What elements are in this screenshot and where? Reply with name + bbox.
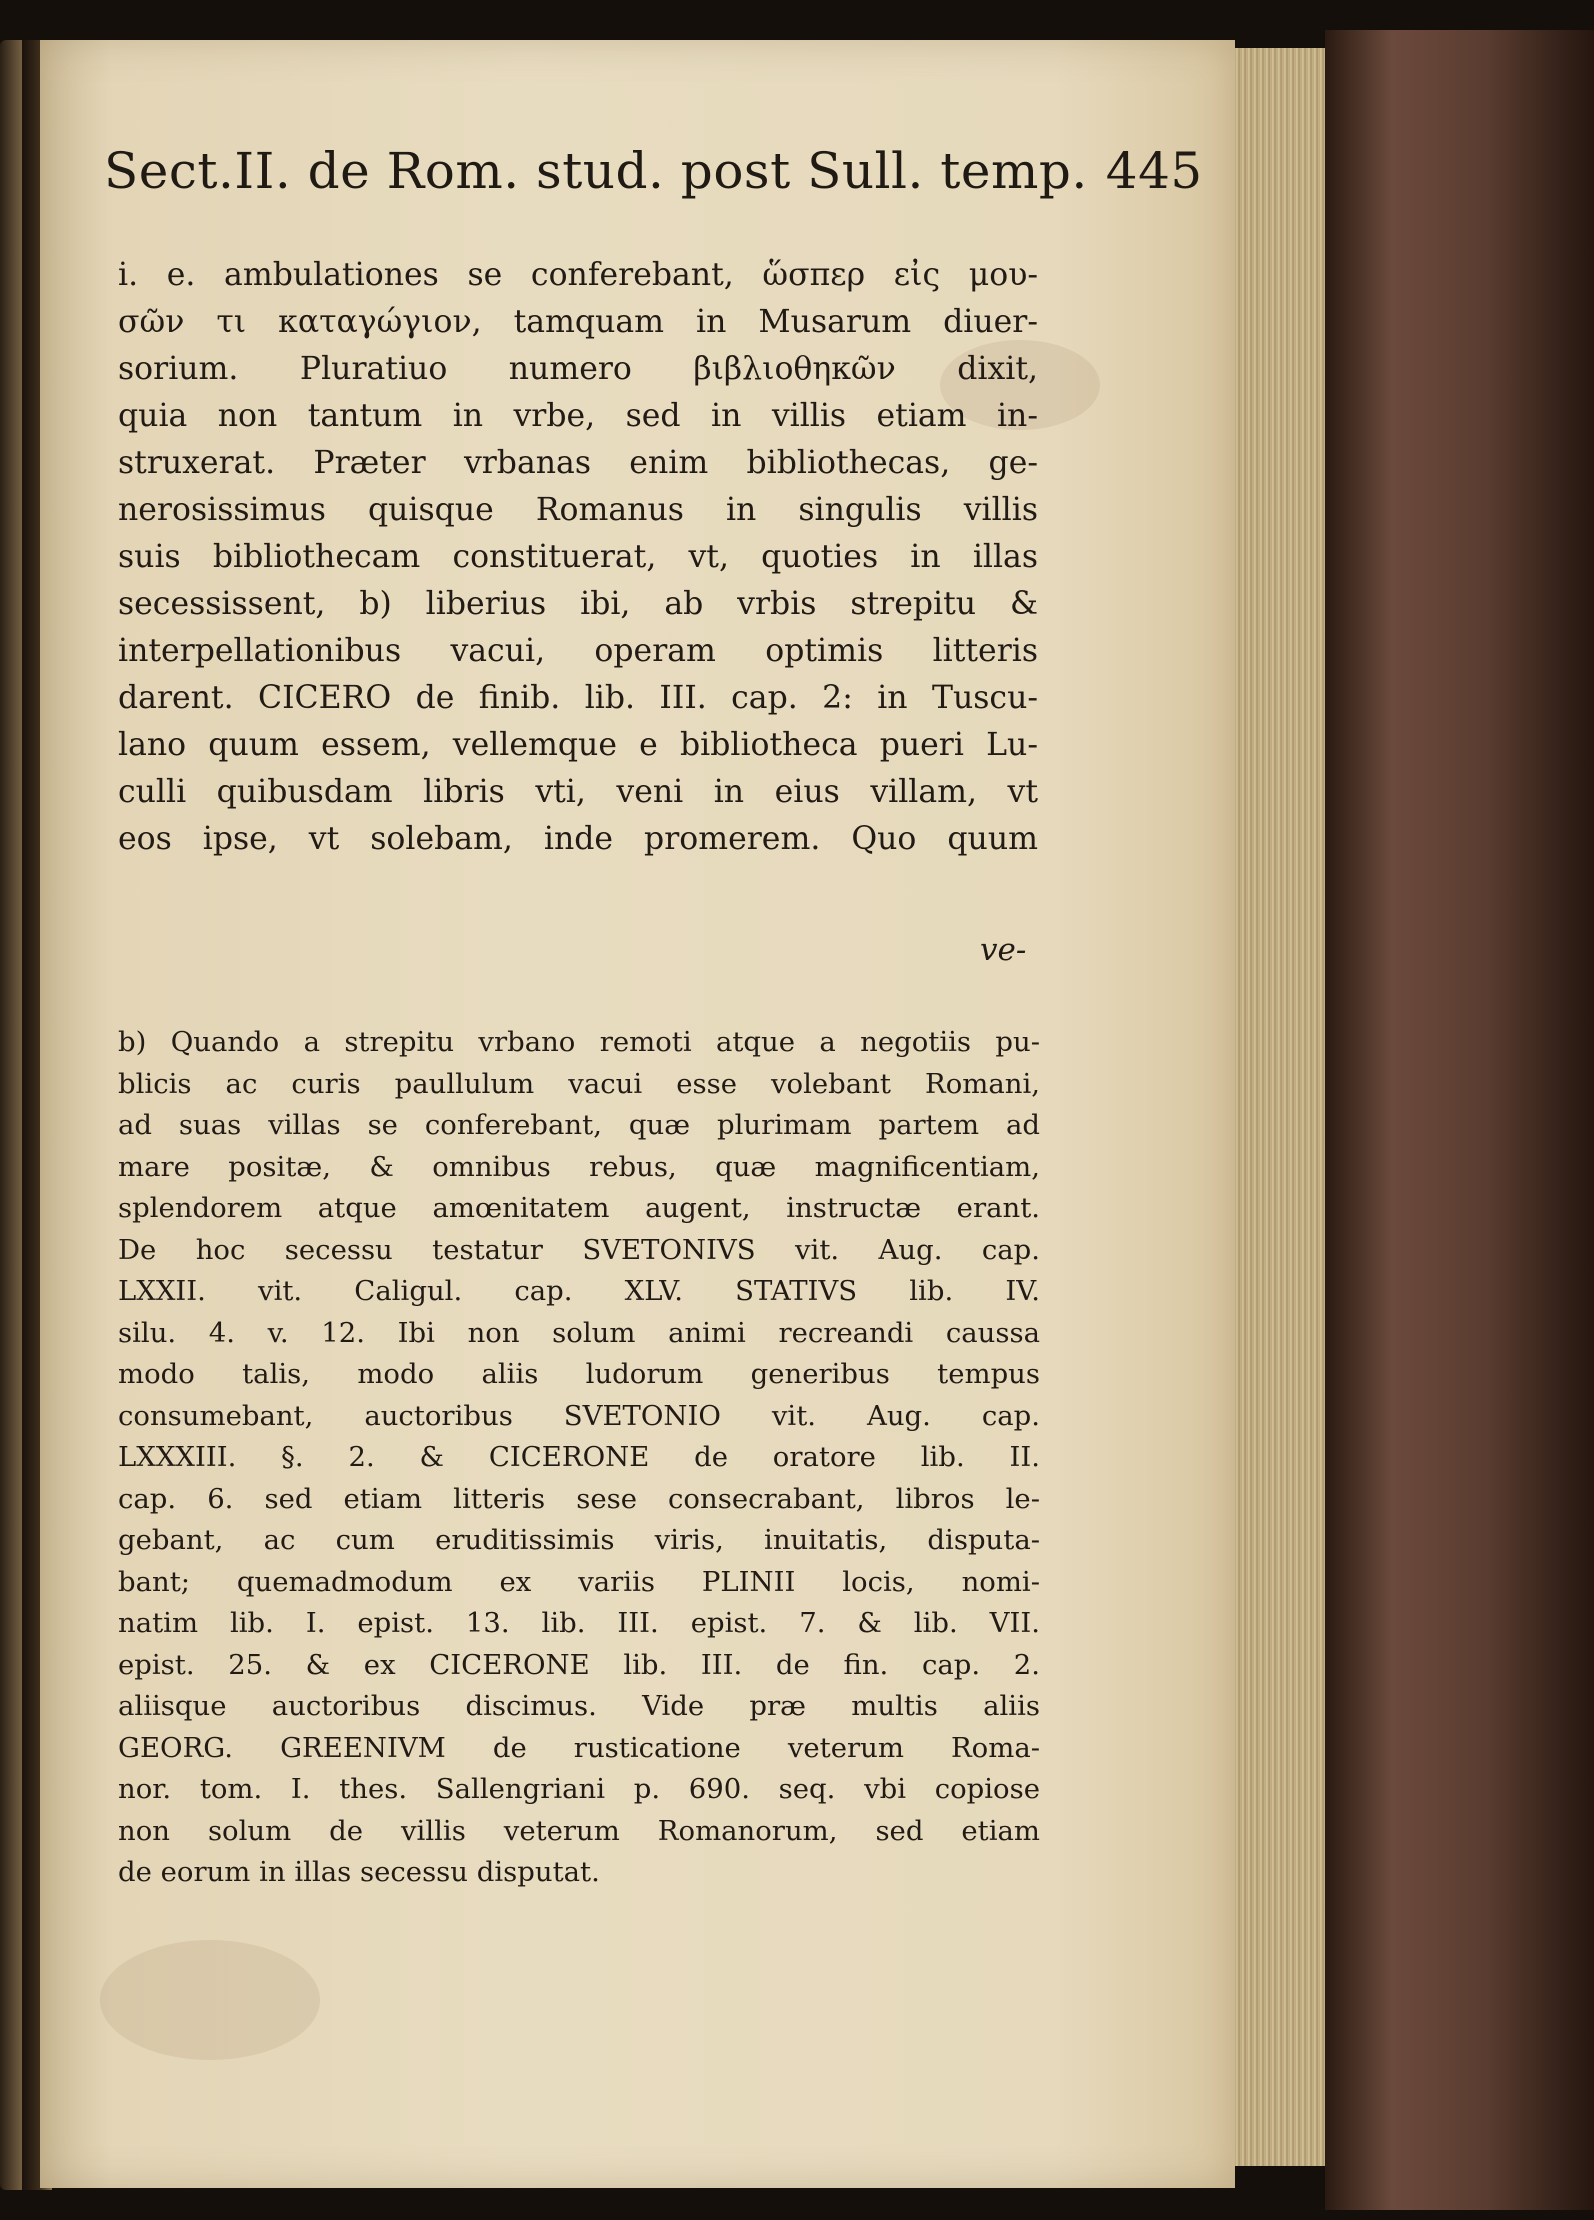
text-line: quia non tantum in vrbe, sed in villis etiam in- [118,398,1038,434]
text-line: nerosissimus quisque Romanus in singulis villis [118,492,1038,528]
text-line: i. e. ambulationes se conferebant, ὥσπερ εἰς μου- [118,257,1038,293]
footnote-line: ad suas villas se conferebant, quæ plurimam partem ad [118,1109,1040,1141]
footnote-line: LXXXIII. §. 2. & CICERONE de oratore lib. II. [118,1441,1040,1473]
footnote-line: cap. 6. sed etiam litteris sese consecrabant, libros le- [118,1482,1040,1515]
footnote-line: non solum de villis veterum Romanorum, sed etiam [118,1814,1040,1847]
book-cover [1325,30,1594,2210]
page-block-edges [1235,48,1325,2166]
text-line: sorium. Pluratiuo numero βιβλιοθηκῶν dixit, [118,351,1038,387]
footnote-line: aliisque auctoribus discimus. Vide præ multis aliis [118,1690,1040,1722]
main-text [118,252,1038,863]
text-line: struxerat. Præter vrbanas enim bibliothecas, ge- [118,445,1038,481]
paper-stain [100,1940,320,2060]
text-line: lano quum essem, vellemque e bibliotheca pueri Lu- [118,727,1038,763]
footnote-line: splendorem atque amœnitatem augent, instructæ erant. [118,1192,1040,1224]
text-line: culli quibusdam libris vti, veni in eius villam, vt [118,774,1038,810]
footnote-line: GEORG. GREENIVM de rusticatione veterum Roma- [118,1731,1040,1764]
text-line: σῶν τι καταγώγιον, tamquam in Musarum diuer- [118,304,1038,340]
running-head-title: Sect.II. de Rom. stud. post Sull. temp. [104,142,1088,200]
page-number: 445 [1105,142,1203,200]
footnote-line: blicis ac curis paullulum vacui esse volebant Romani, [118,1067,1040,1100]
text-line: secessissent, b) liberius ibi, ab vrbis strepitu & [118,586,1038,622]
footnote-line: silu. 4. v. 12. Ibi non solum animi recreandi caussa [118,1316,1040,1349]
footnote-line: De hoc secessu testatur SVETONIVS vit. Aug. cap. [118,1233,1040,1266]
text-line: suis bibliothecam constituerat, vt, quoties in illas [118,539,1038,575]
footnote-line: bant; quemadmodum ex variis PLINII locis, nomi- [118,1565,1040,1598]
footnote-line: de eorum in illas secessu disputat. [118,1856,600,1888]
footnote-line: epist. 25. & ex CICERONE lib. III. de fin. cap. 2. [118,1648,1040,1681]
text-line: eos ipse, vt solebam, inde promerem. Quo quum [118,821,1038,857]
text-line: interpellationibus vacui, operam optimis litteris [118,633,1038,669]
catchword: ve- [980,932,1027,968]
footnote-line: b) Quando a strepitu vrbano remoti atque a negotiis pu- [118,1026,1040,1058]
text-line: darent. CICERO de finib. lib. III. cap. 2: in Tuscu- [118,680,1038,716]
footnote-line: nor. tom. I. thes. Sallengriani p. 690. seq. vbi copiose [118,1773,1040,1805]
footnote [118,1022,1040,1894]
footnote-line: natim lib. I. epist. 13. lib. III. epist. 7. & lib. VII. [118,1607,1040,1639]
running-head [104,142,1203,200]
footnote-line: modo talis, modo aliis ludorum generibus tempus [118,1358,1040,1390]
footnote-line: consumebant, auctoribus SVETONIO vit. Aug. cap. [118,1399,1040,1432]
footnote-line: mare positæ, & omnibus rebus, quæ magnificentiam, [118,1150,1040,1183]
footnote-line: LXXII. vit. Caligul. cap. XLV. STATIVS lib. IV. [118,1275,1040,1307]
footnote-line: gebant, ac cum eruditissimis viris, inuitatis, disputa- [118,1524,1040,1556]
